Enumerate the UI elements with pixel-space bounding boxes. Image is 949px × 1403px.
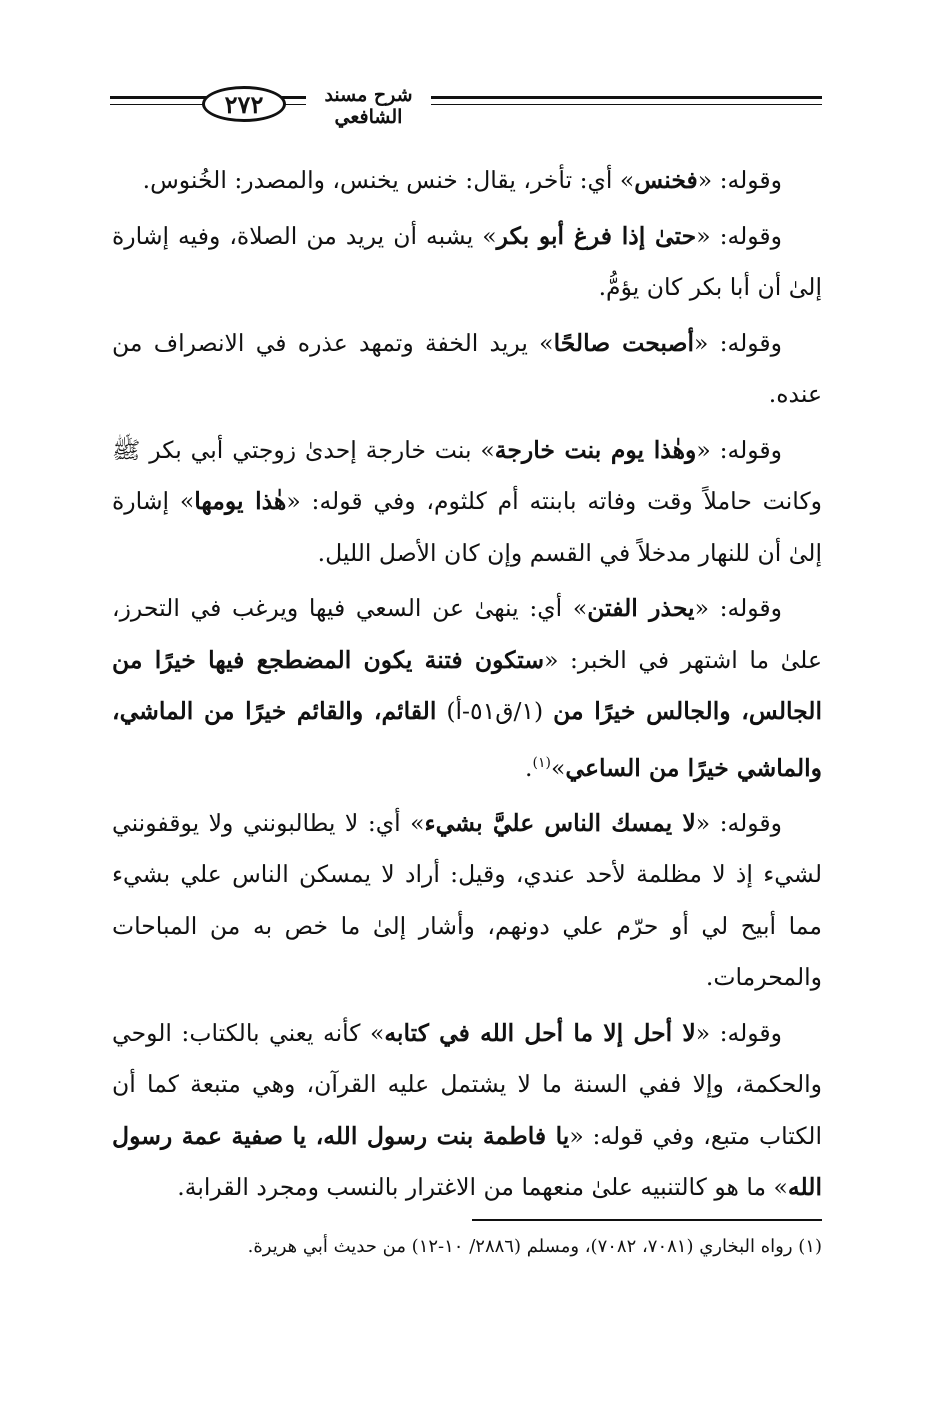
text-run: وقوله: « bbox=[695, 808, 782, 837]
text-run: » كأنه يعني بالكتاب: الوحي والحكمة، وإلا ففي السنة ما لا يشتمل عليه القرآن، وهي متبعة كما أن الكتاب متبع، وفي قوله: « bbox=[112, 1018, 822, 1150]
quoted-text: أصبحت صالحًا bbox=[553, 328, 694, 357]
quoted-text: القائم، والقائم خيرًا من الماشي، والماشي خيرًا من الساعي bbox=[112, 697, 822, 782]
footnote-separator bbox=[472, 1219, 822, 1221]
quoted-text: وهٰذا يوم بنت خارجة bbox=[494, 435, 697, 464]
text-run: » ما هو كالتنبيه علىٰ منعهما من الاغترار بالنسب ومجرد القرابة. bbox=[177, 1173, 788, 1202]
quoted-text: حتىٰ إذا فرغ أبو بكر bbox=[496, 221, 697, 250]
quoted-text: لا أحل إلا ما أحل الله في كتابه bbox=[384, 1018, 696, 1047]
text-run: » إشارة إلىٰ أن للنهار مدخلاً في القسم وإن كان الأصل الليل. bbox=[112, 487, 822, 567]
text-run: » بنت خارجة إحدىٰ زوجتي أبي بكر ﷺ وكانت حاملاً وقت وفاته بابنته أم كلثوم، وفي قوله: « bbox=[112, 435, 822, 515]
quoted-text: فخنس bbox=[634, 166, 698, 194]
footnote: (١) رواه البخاري (٧٠٨١، ٧٠٨٢)، ومسلم (٢٨٨٦/ ١٠-١٢) من حديث أبي هريرة. bbox=[247, 1236, 822, 1257]
text-run: وقوله: « bbox=[697, 166, 782, 194]
paragraph bbox=[112, 425, 822, 580]
paragraph bbox=[112, 798, 822, 1004]
quoted-text: لا يمسك الناس عليَّ بشيء bbox=[424, 808, 696, 837]
text-run: وقوله: « bbox=[696, 221, 782, 250]
text-run: » أي: ينهىٰ عن السعي فيها ويرغب في التحرز، علىٰ ما اشتهر في الخبر: « bbox=[112, 594, 822, 674]
header-rule-left bbox=[110, 96, 150, 99]
text-run: وقوله: « bbox=[695, 1018, 782, 1047]
quoted-text: يا فاطمة بنت رسول الله، يا صفية عمة رسول الله bbox=[112, 1121, 822, 1202]
text-run: » bbox=[550, 753, 566, 782]
paragraph-indent bbox=[782, 222, 822, 250]
text-run: » يشبه أن يريد من الصلاة، وفيه إشارة إلىٰ أن أبا بكر كان يؤمُّ. bbox=[112, 221, 822, 301]
text-run: » يريد الخفة وتمهد عذره في الانصراف من عنده. bbox=[112, 328, 822, 408]
footnote-marker: (١) bbox=[532, 754, 551, 771]
paragraph-indent bbox=[782, 594, 822, 622]
text-run: » أي: لا يطالبونني ولا يوقفونني لشيء إذ لا مظلمة لأحد عندي، وقيل: أراد لا يمسكن الناس علي بشيء مما أبيح لي أو حرّم علي دونهم، وأشار إلىٰ ما خص به من المباحات والمحرمات. bbox=[112, 808, 822, 992]
paragraph bbox=[112, 155, 822, 207]
paragraph-indent bbox=[782, 166, 822, 194]
paragraph bbox=[112, 318, 822, 421]
paragraph-indent bbox=[782, 809, 822, 837]
paragraph bbox=[112, 583, 822, 794]
page-number: ٢٧٢ bbox=[202, 86, 286, 122]
header-rule-left-thin bbox=[110, 104, 150, 105]
main-text bbox=[112, 155, 822, 1218]
text-run: . bbox=[525, 753, 533, 782]
paragraph-indent bbox=[782, 329, 822, 357]
paragraph bbox=[112, 211, 822, 314]
quoted-text: ستكون فتنة يكون المضطجع فيها خيرًا من الجالس، والجالس خيرًا من bbox=[112, 645, 822, 725]
running-title: شرح مسند الشافعي bbox=[306, 84, 431, 128]
text-run: (١/ق٥١-أ) bbox=[436, 697, 554, 725]
paragraph-indent bbox=[782, 436, 822, 464]
paragraph bbox=[112, 1008, 822, 1214]
text-run: » أي: تأخر، يقال: خنس يخنس، والمصدر: الخُنوس. bbox=[142, 166, 635, 194]
text-run: وقوله: « bbox=[693, 328, 783, 357]
quoted-text: هٰذا يومها bbox=[194, 487, 287, 515]
paragraph-indent bbox=[782, 1019, 822, 1047]
quoted-text: يحذر الفتن bbox=[587, 594, 695, 622]
page-header bbox=[110, 78, 822, 128]
text-run: وقوله: « bbox=[696, 435, 782, 464]
text-run: وقوله: « bbox=[694, 594, 782, 622]
